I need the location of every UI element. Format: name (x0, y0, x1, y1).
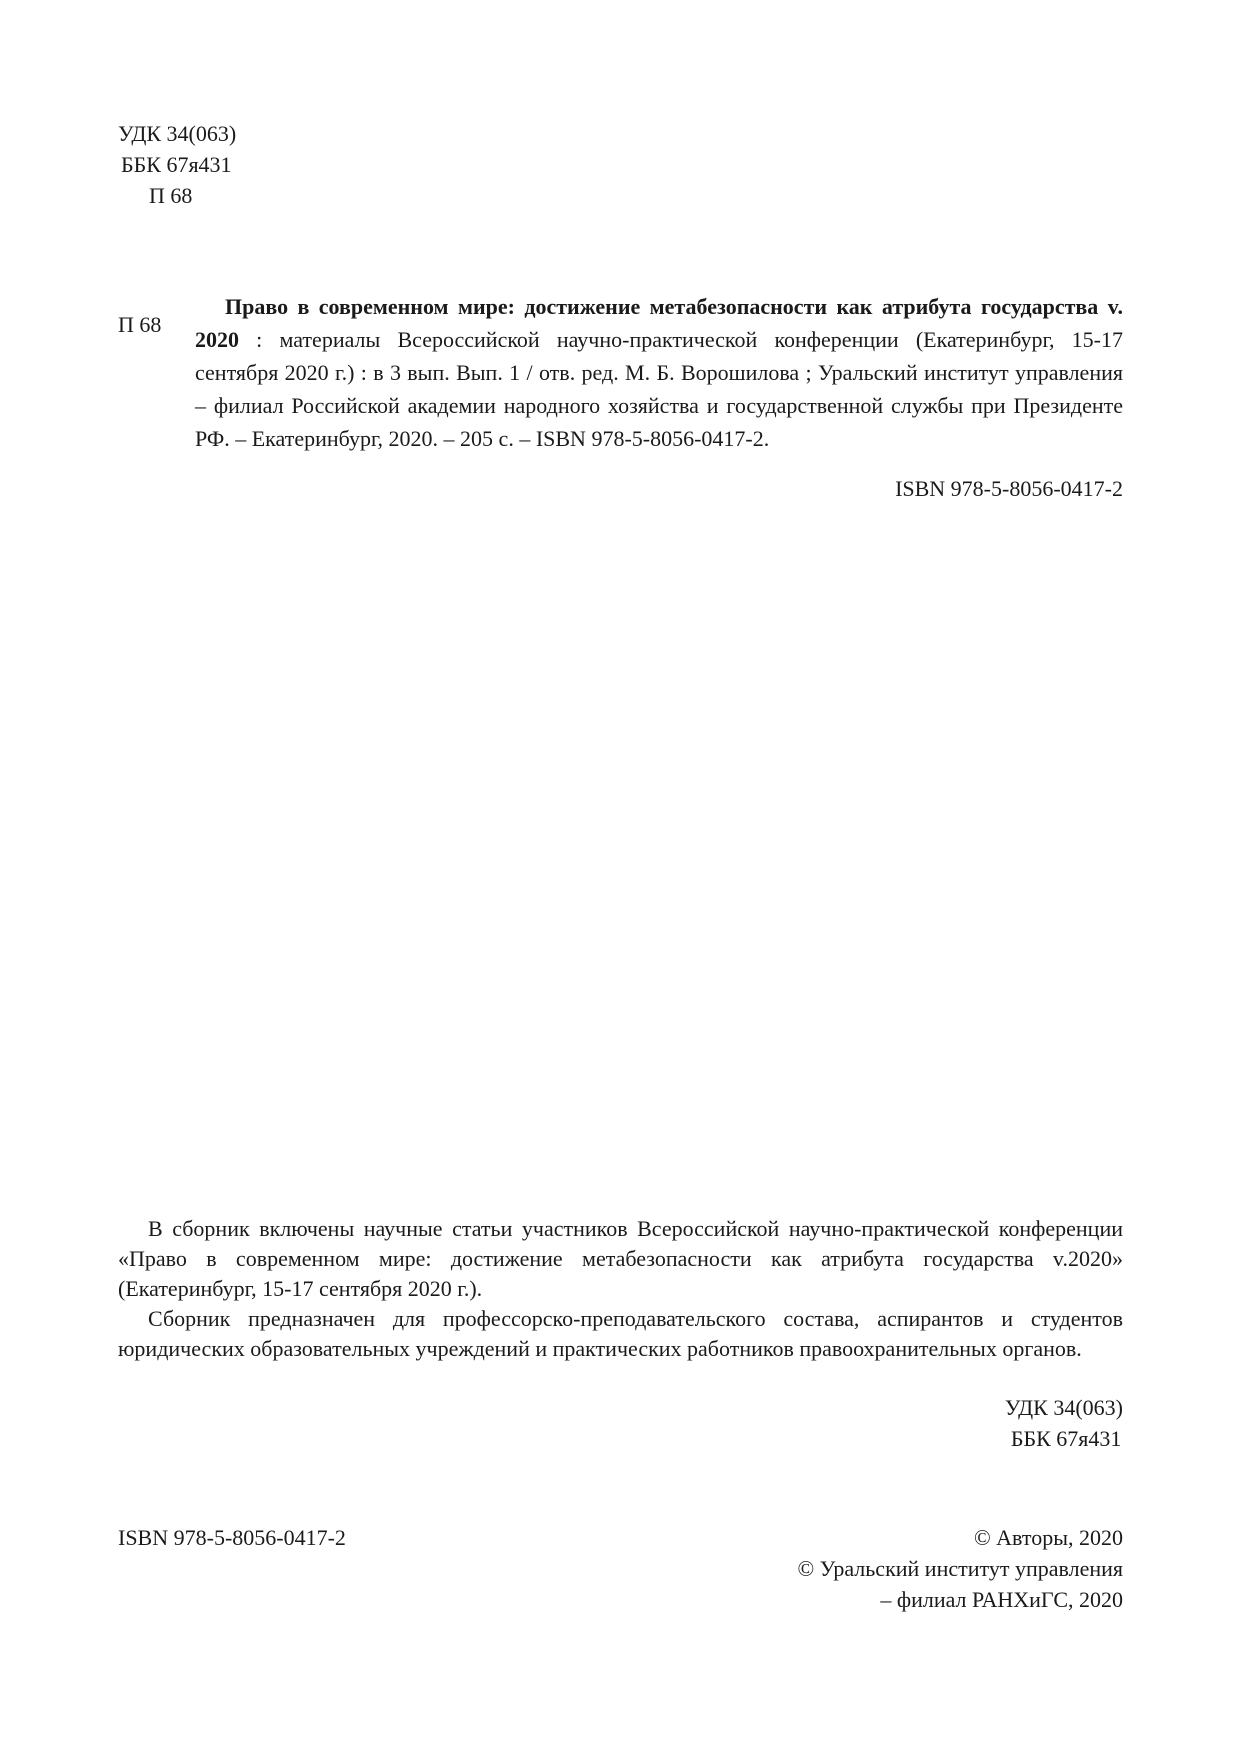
catalog-entry-details: : материалы Всероссийской научно-практической конференции (Екатеринбург, 15-17 сентября 2020 г.) : в 3 вып. Вып. 1 / отв. ред. М. Б. Ворошилова ; Уральский институт управления – филиал Российской академии народного хозяйства и государственной службы при Президенте РФ. – Екатеринбург, 2020. – 205 с. – ISBN 978-5-8056-0417-2. (195, 327, 1123, 451)
classification-block-top (118, 118, 236, 211)
udk-code: УДК 34(063) (1004, 1395, 1123, 1420)
bbk-code: ББК 67я431 (1010, 1426, 1122, 1451)
udk-code: УДК 34(063) (118, 121, 237, 146)
bbk-code: ББК 67я431 (121, 152, 232, 177)
annotation-paragraph: В сборник включены научные статьи участников Всероссийской научно-практической конференции «Право в современном мире: достижение метабезопасности как атрибута государства v.2020» (Екатеринбург, 15-17 сентября 2020 г.). (118, 1216, 1123, 1301)
annotation-paragraph: Сборник предназначен для профессорско-преподавательского состава, аспирантов и студентов юридических образовательных учреждений и практических работников правоохранительных органов. (118, 1306, 1123, 1361)
catalog-entry-description (195, 290, 1123, 455)
copyright-block (797, 1522, 1123, 1615)
catalog-entry-isbn: ISBN 978-5-8056-0417-2 (895, 476, 1123, 501)
isbn: ISBN 978-5-8056-0417-2 (118, 1525, 346, 1550)
copyright-line: – филиал РАНХиГС, 2020 (880, 1587, 1123, 1612)
annotation (118, 1214, 1123, 1364)
copyright-line: © Уральский институт управления (797, 1556, 1123, 1581)
copyright-line: © Авторы, 2020 (973, 1525, 1123, 1550)
catalog-entry-code: П 68 (118, 312, 162, 337)
author-sign: П 68 (149, 183, 193, 208)
catalog-entry-title: Право в современном мире: достижение метабезопасности как атрибута государства v. 2020 (195, 294, 1123, 352)
classification-block-bottom (1005, 1392, 1123, 1454)
